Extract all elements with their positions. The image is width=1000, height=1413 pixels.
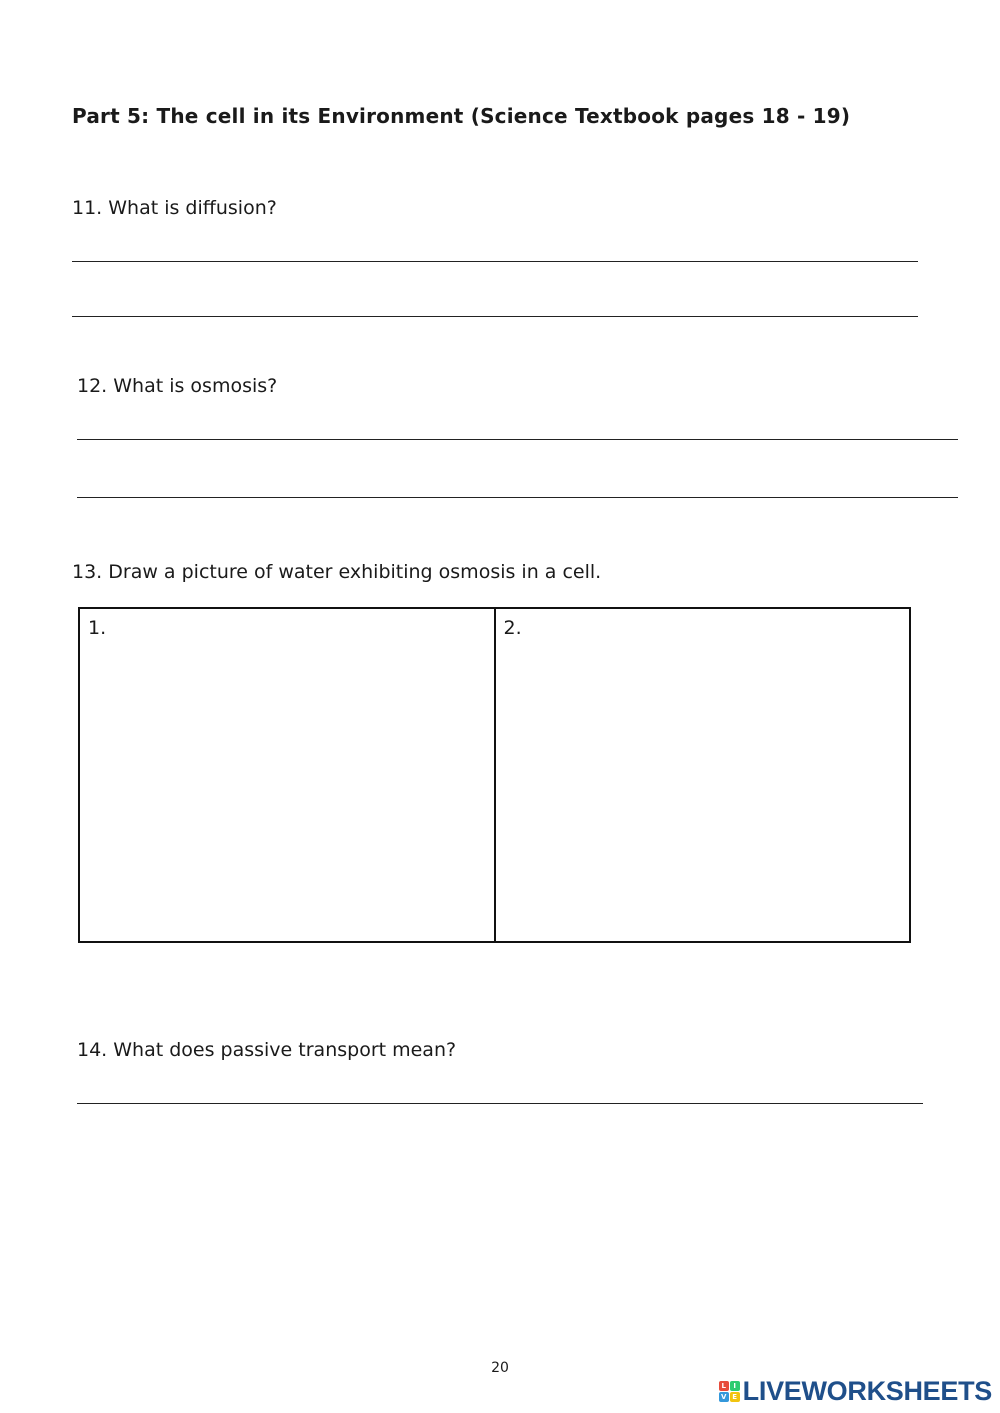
answer-line[interactable] <box>72 261 918 262</box>
drawing-cell-1[interactable] <box>80 609 494 941</box>
logo-letter-i: I <box>730 1381 740 1391</box>
question-14: 14. What does passive transport mean? <box>77 1039 457 1061</box>
question-12: 12. What is osmosis? <box>77 375 278 397</box>
section-heading: Part 5: The cell in its Environment (Science Textbook pages 18 - 19) <box>72 104 851 128</box>
logo-letter-v: V <box>719 1392 729 1402</box>
drawing-cell-2[interactable] <box>494 609 910 941</box>
answer-line[interactable] <box>72 316 918 317</box>
drawing-table <box>78 607 911 943</box>
logo-letter-l: L <box>719 1381 729 1391</box>
brand-watermark <box>719 1376 992 1407</box>
liveworksheets-logo-icon <box>719 1381 740 1402</box>
brand-name: LIVEWORKSHEETS <box>742 1376 992 1406</box>
logo-letter-e: E <box>730 1392 740 1402</box>
page-number: 20 <box>491 1360 509 1376</box>
question-11: 11. What is diffusion? <box>72 197 277 219</box>
answer-line[interactable] <box>77 1103 923 1104</box>
answer-line[interactable] <box>77 439 958 440</box>
cell-label: 2. <box>503 617 522 639</box>
question-13: 13. Draw a picture of water exhibiting osmosis in a cell. <box>72 561 602 583</box>
cell-label: 1. <box>88 617 107 639</box>
answer-line[interactable] <box>77 497 958 498</box>
